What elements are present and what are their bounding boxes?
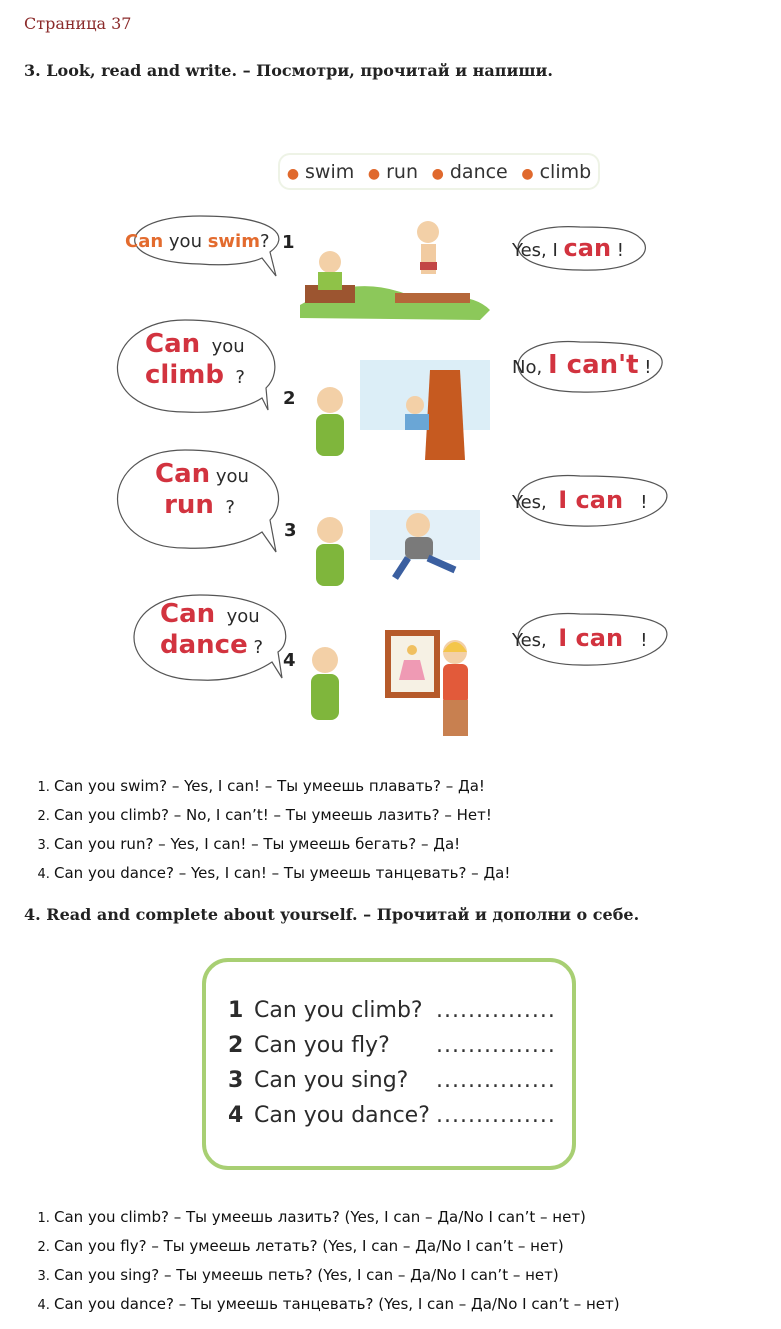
exercise-4-title: 4. Read and complete about yourself. – Прочитай и дополни о себе. [24,905,640,924]
question-3: Can you run ? [155,459,249,520]
answer-3: Yes, I can ! [512,486,648,514]
list-item: 1. Can you climb? – Ты умеешь лазить? (Yes, I can – Да/No I can’t – нет) [54,1203,620,1232]
word-bank-item: ● run [367,160,419,183]
box-row: 4 Can you dance? ............... [228,1103,556,1128]
answer-1: Yes, I can ! [512,234,625,262]
word-bank-item: ● dance [431,160,508,183]
question-4: Can you dance ? [160,599,264,660]
answer-4: Yes, I can ! [512,624,648,652]
list-item: 2. Can you climb? – No, I can’t! – Ты умеешь лазить? – Нет! [54,801,510,830]
list-item: 2. Can you fly? – Ты умеешь летать? (Yes, I can – Да/No I can’t – нет) [54,1232,620,1261]
box-row: 2 Can you fly? ............... [228,1033,556,1058]
list-item: 3. Can you run? – Yes, I can! – Ты умеешь бегать? – Да! [54,830,510,859]
exercise-3-answers [24,772,510,888]
box-row: 1 Can you climb? ............... [228,998,556,1023]
question-1: Can you swim? [125,231,270,252]
item-number: 1 [282,232,295,253]
item-number: 4 [283,650,296,671]
exercise-4-box [202,958,576,1170]
exercise-4-answers [24,1203,620,1319]
item-number: 3 [284,520,297,541]
question-2: Can you climb ? [145,329,245,390]
exercise-3-title: 3. Look, read and write. – Посмотри, прочитай и напиши. [24,61,553,80]
list-item: 1. Can you swim? – Yes, I can! – Ты умеешь плавать? – Да! [54,772,510,801]
list-item: 4. Can you dance? – Ты умеешь танцевать? (Yes, I can – Да/No I can’t – нет) [54,1290,620,1319]
item-number: 2 [283,388,296,409]
word-bank-item: ● climb [521,160,592,183]
box-row: 3 Can you sing? ............... [228,1068,556,1093]
list-item: 4. Can you dance? – Yes, I can! – Ты умеешь танцевать? – Да! [54,859,510,888]
list-item: 3. Can you sing? – Ты умеешь петь? (Yes, I can – Да/No I can’t – нет) [54,1261,620,1290]
word-bank-item: ● swim [286,160,355,183]
answer-2: No, I can't ! [512,350,652,380]
page-number: Страница 37 [24,14,132,33]
